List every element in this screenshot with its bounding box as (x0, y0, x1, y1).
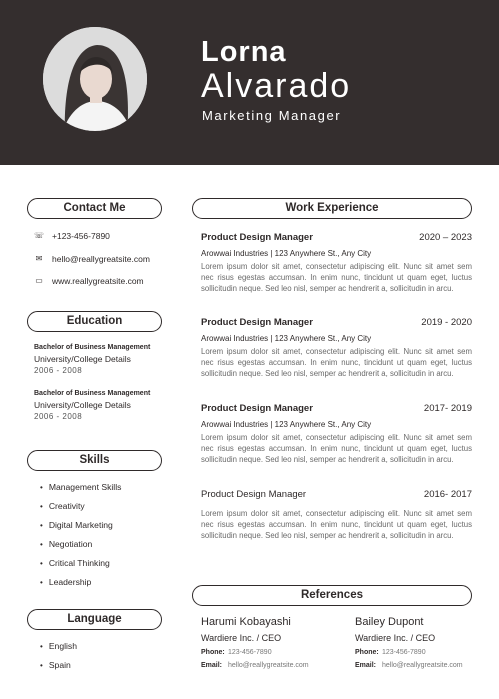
reference-company: Wardiere Inc. / CEO (201, 633, 282, 643)
skill-item: • Negotiation (40, 535, 121, 554)
website-icon: ▭ (35, 276, 43, 285)
last-name: Alvarado (201, 67, 352, 105)
degree: Bachelor of Business Management (34, 344, 151, 351)
reference-company: Wardiere Inc. / CEO (355, 633, 436, 643)
reference-name: Harumi Kobayashi (201, 616, 291, 628)
work-description: Lorem ipsum dolor sit amet, consectetur adipiscing elit. Nunc sit amet sem nec risus egestas accumsan. In enim nunc, tincidunt ut quam eget, luctus sollicitudin neque. Sed leo nisl, semper ac hendrerit a, sollicitudin in arcu. (201, 433, 472, 464)
skill-item: • Management Skills (40, 478, 121, 497)
phone-label: Phone: (355, 649, 379, 656)
work-item (201, 403, 472, 465)
language-heading: Language (27, 609, 162, 630)
skills-list (40, 478, 121, 592)
work-description: Lorem ipsum dolor sit amet, consectetur adipiscing elit. Nunc sit amet sem nec risus egestas accumsan. In enim nunc, tincidunt ut quam eget, luctus sollicitudin neque. Sed leo nisl, semper ac hendrerit a, sollicitudin in arcu. (201, 347, 472, 378)
phone-text: +123-456-7890 (52, 231, 110, 241)
reference-email: hello@reallygreatsite.com (228, 662, 309, 669)
references-heading: References (192, 585, 472, 606)
reference-email: hello@reallygreatsite.com (382, 662, 463, 669)
phone-label: Phone: (201, 649, 225, 656)
skill-item: • Creativity (40, 497, 121, 516)
contact-phone (34, 231, 152, 242)
school: University/College Details (34, 400, 131, 410)
work-company: Arowwai Industries | 123 Anywhere St., Any City (201, 420, 372, 429)
skill-item: • Critical Thinking (40, 554, 121, 573)
reference-item (355, 616, 463, 669)
education-heading: Education (27, 311, 162, 332)
job-title: Marketing Manager (202, 108, 342, 123)
work-item (201, 317, 472, 379)
profile-photo (43, 27, 147, 131)
reference-phone: 123-456-7890 (228, 649, 272, 656)
edu-years: 2006 - 2008 (34, 366, 83, 375)
contact-heading: Contact Me (27, 198, 162, 219)
work-title: Product Design Manager (201, 489, 307, 500)
reference-item (201, 616, 309, 669)
email-icon: ✉ (35, 254, 43, 263)
contact-email (34, 254, 152, 265)
website-text: www.reallygreatsite.com (52, 276, 144, 286)
work-company: Arowwai Industries | 123 Anywhere St., Any City (201, 249, 372, 258)
work-heading: Work Experience (192, 198, 472, 219)
work-dates: 2017- 2019 (423, 403, 472, 414)
work-company: Arowwai Industries | 123 Anywhere St., Any City (201, 334, 372, 343)
work-title: Product Design Manager (201, 317, 313, 328)
contact-website (34, 276, 152, 287)
skill-item: • Digital Marketing (40, 516, 121, 535)
work-item (201, 232, 472, 294)
work-dates: 2020 – 2023 (419, 232, 472, 243)
work-description: Lorem ipsum dolor sit amet, consectetur adipiscing elit. Nunc sit amet sem nec risus egestas accumsan. In enim nunc, tincidunt ut quam eget, luctus sollicitudin neque. Sed leo nisl, semper ac hendrerit a, sollicitudin in arcu. (201, 262, 472, 293)
education-item (34, 389, 164, 423)
email-text: hello@reallygreatsite.com (52, 254, 150, 264)
work-title: Product Design Manager (201, 403, 313, 414)
language-item: • Spain (40, 656, 77, 675)
work-description: Lorem ipsum dolor sit amet, consectetur adipiscing elit. Nunc sit amet sem nec risus egestas accumsan. In enim nunc, tincidunt ut quam eget, luctus sollicitudin neque. Sed leo nisl, semper ac hendrerit a, sollicitudin in arcu. (201, 509, 472, 540)
email-label: Email: (355, 662, 377, 669)
work-item (201, 489, 472, 541)
phone-icon: ☏ (34, 231, 45, 240)
language-item: • English (40, 637, 77, 656)
email-label: Email: (201, 662, 223, 669)
skills-heading: Skills (27, 450, 162, 471)
skill-item: • Leadership (40, 573, 121, 592)
work-dates: 2019 - 2020 (421, 317, 472, 328)
degree: Bachelor of Business Management (34, 390, 151, 397)
reference-name: Bailey Dupont (355, 616, 424, 628)
language-list (40, 637, 77, 675)
school: University/College Details (34, 354, 131, 364)
reference-phone: 123-456-7890 (382, 649, 426, 656)
edu-years: 2006 - 2008 (34, 412, 83, 421)
header-banner (0, 0, 499, 165)
education-item (34, 343, 164, 377)
first-name: Lorna (201, 36, 287, 68)
work-dates: 2016- 2017 (423, 489, 472, 500)
work-title: Product Design Manager (201, 232, 313, 243)
